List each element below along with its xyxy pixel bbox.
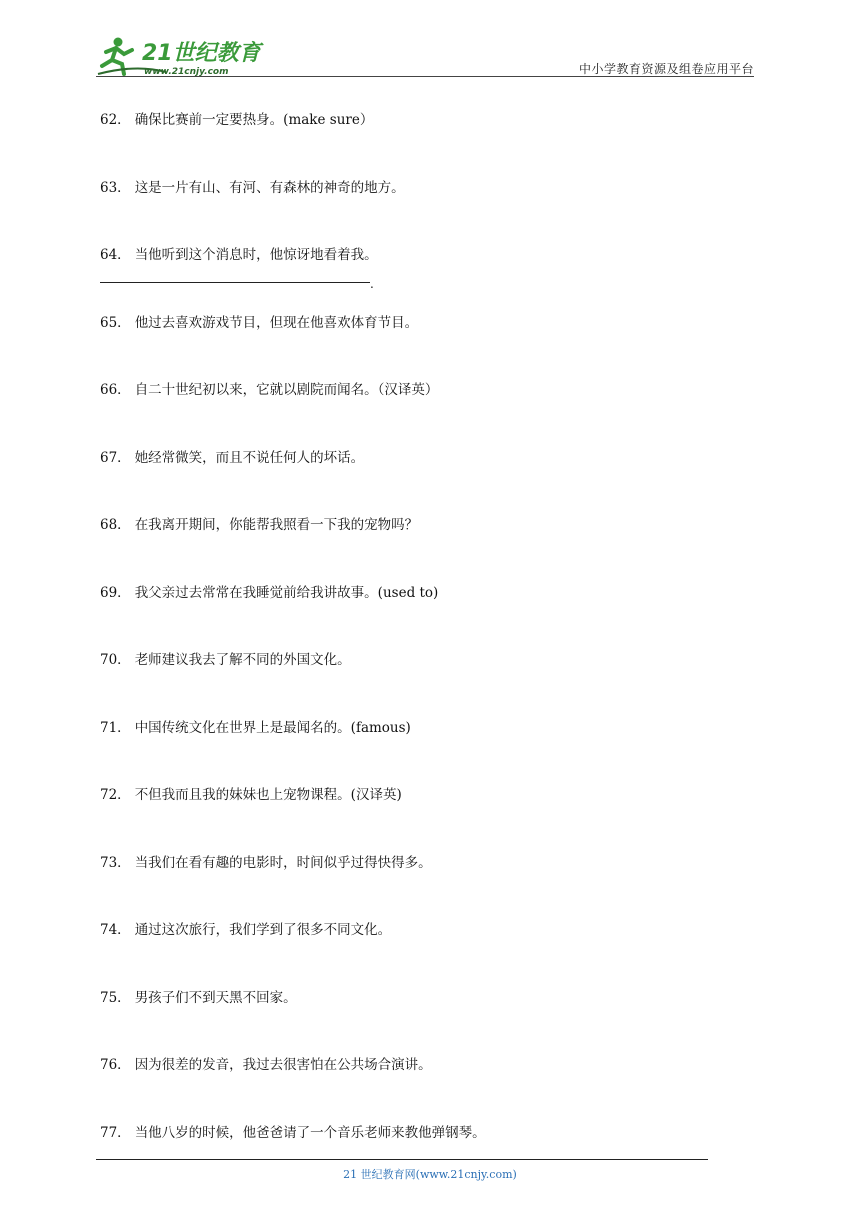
question-text: 老师建议我去了解不同的外国文化。 bbox=[134, 652, 351, 668]
question-text: 自二十世纪初以来，它就以剧院而闻名。（汉译英） bbox=[134, 382, 439, 398]
question-number: 62． bbox=[100, 112, 131, 128]
question-text: 他过去喜欢游戏节目，但现在他喜欢体育节目。 bbox=[134, 315, 419, 331]
question-item bbox=[100, 986, 297, 1006]
question-text: 当他听到这个消息时，他惊讶地看着我。 bbox=[134, 247, 378, 263]
question-item bbox=[100, 716, 411, 736]
question-text: 确保比赛前一定要热身。(make sure） bbox=[134, 112, 374, 128]
svg-text:www.21cnjy.com: www.21cnjy.com bbox=[144, 67, 229, 77]
question-item bbox=[100, 581, 438, 601]
question-number: 73． bbox=[100, 855, 131, 871]
answer-line[interactable] bbox=[100, 282, 370, 283]
question-number: 72． bbox=[100, 787, 131, 803]
question-text: 男孩子们不到天黑不回家。 bbox=[134, 990, 297, 1006]
header-divider bbox=[96, 76, 754, 77]
question-number: 71． bbox=[100, 720, 131, 736]
question-item bbox=[100, 1053, 432, 1073]
svg-text:21世纪教育: 21世纪教育 bbox=[142, 41, 261, 66]
question-number: 63． bbox=[100, 180, 131, 196]
page-header bbox=[0, 0, 860, 80]
question-item bbox=[100, 243, 378, 263]
question-item bbox=[100, 648, 351, 668]
question-text: 在我离开期间，你能帮我照看一下我的宠物吗？ bbox=[134, 517, 419, 533]
answer-line-period: . bbox=[370, 277, 374, 291]
question-text: 这是一片有山、有河、有森林的神奇的地方。 bbox=[134, 180, 405, 196]
question-text: 当他八岁的时候，他爸爸请了一个音乐老师来教他弹钢琴。 bbox=[134, 1125, 486, 1141]
question-text: 不但我而且我的妹妹也上宠物课程。(汉译英) bbox=[134, 787, 402, 803]
question-number: 74． bbox=[100, 922, 131, 938]
site-logo bbox=[96, 34, 266, 78]
question-number: 69． bbox=[100, 585, 131, 601]
question-number: 65． bbox=[100, 315, 131, 331]
question-number: 70． bbox=[100, 652, 131, 668]
question-item bbox=[100, 108, 373, 128]
question-text: 通过这次旅行，我们学到了很多不同文化。 bbox=[134, 922, 392, 938]
question-number: 67． bbox=[100, 450, 131, 466]
question-number: 64． bbox=[100, 247, 131, 263]
question-item bbox=[100, 311, 418, 331]
question-text: 中国传统文化在世界上是最闻名的。(famous) bbox=[134, 720, 411, 736]
question-item bbox=[100, 1121, 486, 1141]
question-item bbox=[100, 446, 364, 466]
question-item bbox=[100, 918, 391, 938]
question-number: 76． bbox=[100, 1057, 131, 1073]
runner-logo-icon bbox=[96, 34, 266, 78]
footer-link[interactable]: 21 世纪教育网(www.21cnjy.com) bbox=[343, 1168, 517, 1181]
question-item bbox=[100, 513, 418, 533]
question-number: 68． bbox=[100, 517, 131, 533]
question-number: 77． bbox=[100, 1125, 131, 1141]
question-item bbox=[100, 378, 438, 398]
question-number: 66． bbox=[100, 382, 131, 398]
question-item bbox=[100, 783, 402, 803]
header-platform-title: 中小学教育资源及组卷应用平台 bbox=[578, 62, 754, 76]
question-text: 我父亲过去常常在我睡觉前给我讲故事。(used to) bbox=[134, 585, 439, 601]
question-text: 因为很差的发音，我过去很害怕在公共场合演讲。 bbox=[134, 1057, 432, 1073]
question-item bbox=[100, 851, 432, 871]
question-number: 75． bbox=[100, 990, 131, 1006]
question-text: 她经常微笑，而且不说任何人的坏话。 bbox=[134, 450, 365, 466]
question-item bbox=[100, 176, 405, 196]
footer-divider bbox=[96, 1159, 708, 1160]
question-text: 当我们在看有趣的电影时，时间似乎过得快得多。 bbox=[134, 855, 432, 871]
